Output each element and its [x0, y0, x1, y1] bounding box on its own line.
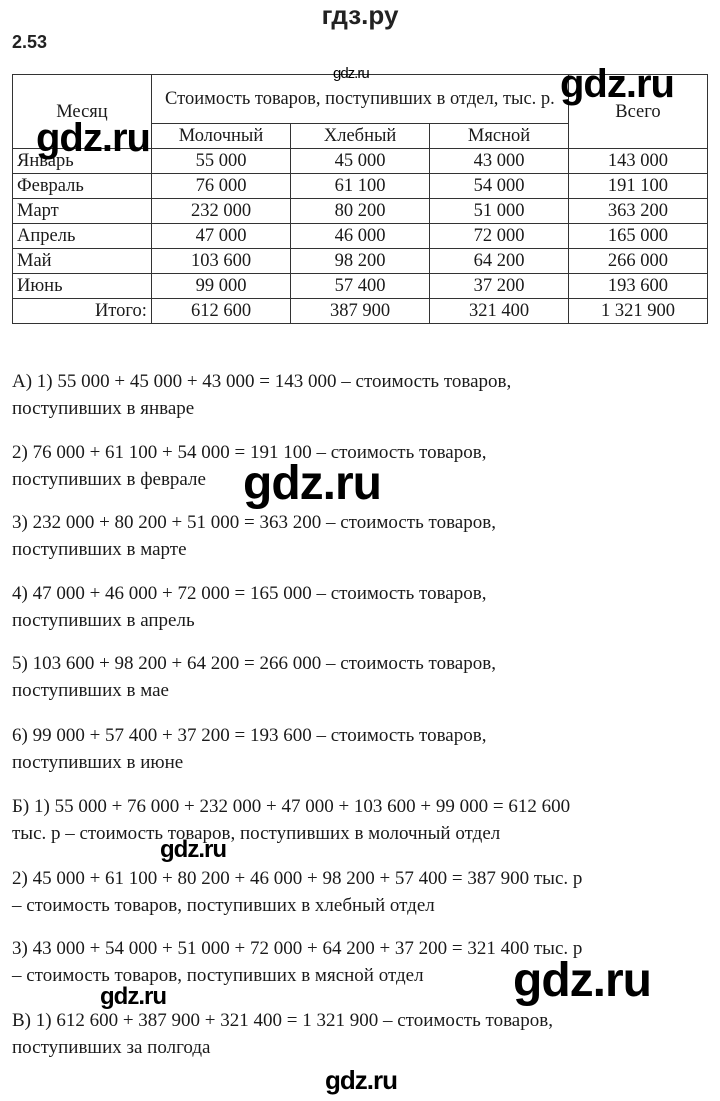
solution-line: В) 1) 612 600 + 387 900 + 321 400 = 1 321 900 – стоимость товаров, — [12, 1010, 553, 1031]
cell-meat: 37 200 — [430, 274, 569, 299]
column-header-milk: Молочный — [151, 124, 290, 149]
column-header-meat: Мясной — [430, 124, 569, 149]
cell-bread: 45 000 — [291, 149, 430, 174]
watermark-logo: gdz.ru — [100, 983, 166, 1010]
solution-line: тыс. р – стоимость товаров, поступивших в молочный отдел — [12, 823, 501, 844]
cell-month: Апрель — [13, 224, 152, 249]
cell-bread: 46 000 — [291, 224, 430, 249]
column-header-month: Месяц — [13, 75, 152, 149]
column-header-bread: Хлебный — [291, 124, 430, 149]
watermark-logo: gdz.ru — [36, 116, 150, 160]
solution-line: 4) 47 000 + 46 000 + 72 000 = 165 000 – стоимость товаров, — [12, 583, 487, 604]
cell-month: Май — [13, 249, 152, 274]
solution-a3 — [12, 509, 712, 563]
cell-itogo-label: Итого: — [13, 299, 152, 324]
solution-line: поступивших в мае — [12, 680, 169, 701]
solution-a6 — [12, 722, 712, 776]
cell-month: Февраль — [13, 174, 152, 199]
cell-milk: 55 000 — [151, 149, 290, 174]
table-row — [13, 224, 708, 249]
cell-meat: 43 000 — [430, 149, 569, 174]
solution-line: поступивших в апрель — [12, 610, 195, 631]
cell-milk: 47 000 — [151, 224, 290, 249]
cell-meat: 64 200 — [430, 249, 569, 274]
cell-meat-total: 321 400 — [430, 299, 569, 324]
cell-meat: 72 000 — [430, 224, 569, 249]
cell-meat: 54 000 — [430, 174, 569, 199]
cell-total: 193 600 — [568, 274, 707, 299]
solution-a4 — [12, 580, 712, 634]
solution-a5 — [12, 650, 712, 704]
cell-milk-total: 612 600 — [151, 299, 290, 324]
table-footer-row — [13, 299, 708, 324]
cell-month: Январь — [13, 149, 152, 174]
solution-line: 2) 45 000 + 61 100 + 80 200 + 46 000 + 98 200 + 57 400 = 387 900 тыс. р — [12, 868, 583, 889]
solution-line: поступивших в феврале — [12, 469, 206, 490]
table-row — [13, 174, 708, 199]
watermark-logo: gdz.ru — [513, 954, 651, 1007]
column-header-group: Стоимость товаров, поступивших в отдел, тыс. р. — [151, 75, 568, 124]
cell-bread-total: 387 900 — [291, 299, 430, 324]
column-header-total: Всего — [568, 75, 707, 149]
cell-milk: 103 600 — [151, 249, 290, 274]
solution-line: 3) 43 000 + 54 000 + 51 000 + 72 000 + 64 200 + 37 200 = 321 400 тыс. р — [12, 938, 583, 959]
cell-total: 363 200 — [568, 199, 707, 224]
solution-line: Б) 1) 55 000 + 76 000 + 232 000 + 47 000 + 103 600 + 99 000 = 612 600 — [12, 796, 571, 817]
cell-total: 191 100 — [568, 174, 707, 199]
watermark-logo: gdz.ru — [160, 836, 226, 863]
solution-line: поступивших в январе — [12, 398, 195, 419]
cell-bread: 80 200 — [291, 199, 430, 224]
table-row — [13, 274, 708, 299]
solution-b1 — [12, 793, 712, 847]
cell-month: Март — [13, 199, 152, 224]
cell-month: Июнь — [13, 274, 152, 299]
table-row — [13, 199, 708, 224]
solution-a1 — [12, 368, 712, 422]
cell-bread: 61 100 — [291, 174, 430, 199]
watermark-logo: gdz.ru — [560, 62, 674, 106]
watermark-logo: gdz.ru — [333, 65, 369, 82]
solution-line: 2) 76 000 + 61 100 + 54 000 = 191 100 – стоимость товаров, — [12, 442, 487, 463]
cell-total: 266 000 — [568, 249, 707, 274]
solution-line: поступивших в марте — [12, 539, 187, 560]
cell-total: 143 000 — [568, 149, 707, 174]
solution-line: 3) 232 000 + 80 200 + 51 000 = 363 200 – стоимость товаров, — [12, 512, 496, 533]
data-table — [12, 74, 708, 324]
solution-line: – стоимость товаров, поступивших в мясной отдел — [12, 965, 424, 986]
solution-line: поступивших в июне — [12, 752, 184, 773]
solution-b2 — [12, 865, 712, 919]
cell-meat: 51 000 — [430, 199, 569, 224]
cell-milk: 232 000 — [151, 199, 290, 224]
cell-total: 165 000 — [568, 224, 707, 249]
cell-bread: 57 400 — [291, 274, 430, 299]
solution-line: – стоимость товаров, поступивших в хлебный отдел — [12, 895, 435, 916]
task-number: 2.53 — [12, 32, 48, 52]
cell-grand-total: 1 321 900 — [568, 299, 707, 324]
solution-line: поступивших за полгода — [12, 1037, 211, 1058]
table-row — [13, 249, 708, 274]
watermark-logo: gdz.ru — [243, 457, 381, 510]
solution-line: 5) 103 600 + 98 200 + 64 200 = 266 000 – стоимость товаров, — [12, 653, 496, 674]
watermark-logo: gdz.ru — [325, 1065, 397, 1095]
cell-milk: 99 000 — [151, 274, 290, 299]
cell-bread: 98 200 — [291, 249, 430, 274]
site-title: гдз.ру — [321, 0, 399, 30]
cell-milk: 76 000 — [151, 174, 290, 199]
solution-line: А) 1) 55 000 + 45 000 + 43 000 = 143 000 – стоимость товаров, — [12, 371, 512, 392]
solution-line: 6) 99 000 + 57 400 + 37 200 = 193 600 – стоимость товаров, — [12, 725, 487, 746]
solution-v1 — [12, 1007, 712, 1061]
